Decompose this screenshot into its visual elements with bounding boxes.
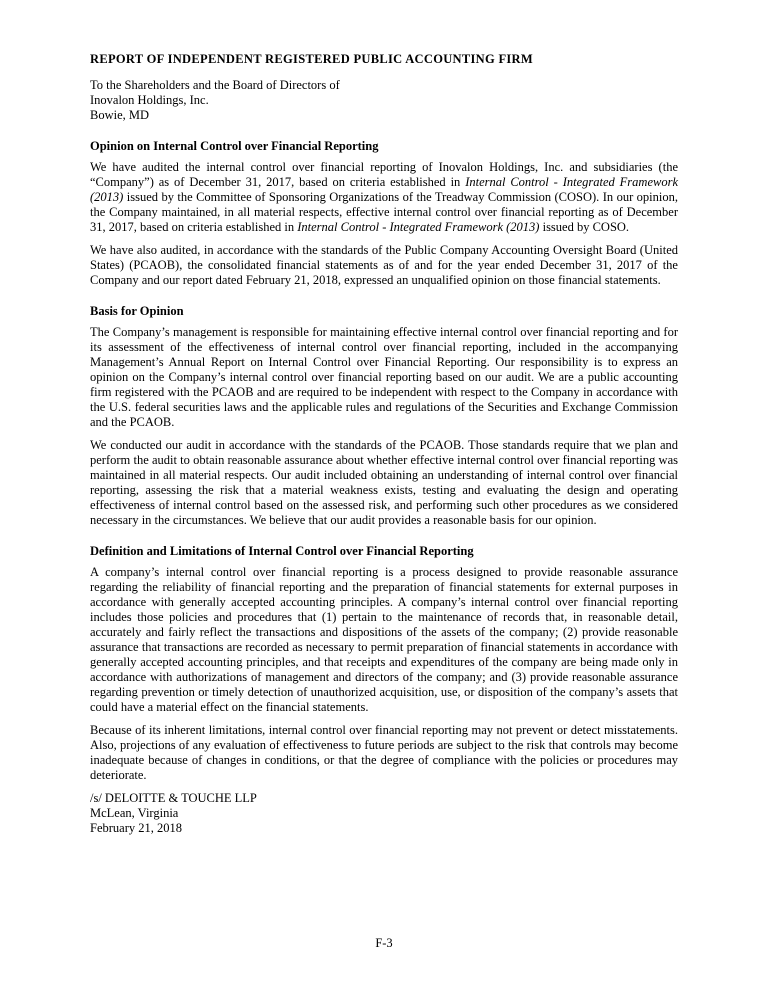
paragraph xyxy=(90,160,678,235)
signature-date-line: February 21, 2018 xyxy=(90,821,182,835)
section-heading-basis-for-opinion: Basis for Opinion xyxy=(90,304,184,318)
addressee-block xyxy=(90,78,678,123)
text-run: issued by COSO. xyxy=(539,220,630,234)
paragraph: Because of its inherent limitations, internal control over financial reporting may not prevent or detect misstatements. Also, projections of any evaluation of effectiveness to future periods are subject to the risk that controls may become inadequate because of changes in conditions, or that the degree of compliance with the policies or procedures may deteriorate. xyxy=(90,723,678,782)
italic-text-run: Internal Control - Integrated Framework (2013) xyxy=(90,175,678,204)
page-footer xyxy=(0,936,768,951)
signature-city-line: McLean, Virginia xyxy=(90,806,179,820)
text-run: We have audited the internal control over financial reporting of Inovalon Holdings, Inc. and subsidiaries (the “Company”) as of December 31, 2017, based on criteria established in xyxy=(90,160,678,189)
section-heading-definition-limitations: Definition and Limitations of Internal Control over Financial Reporting xyxy=(90,544,474,558)
signature-firm-line: /s/ DELOITTE & TOUCHE LLP xyxy=(90,791,257,805)
addressee-line: Inovalon Holdings, Inc. xyxy=(90,93,209,107)
signature-block xyxy=(90,791,678,836)
section-heading-opinion: Opinion on Internal Control over Financial Reporting xyxy=(90,139,379,153)
addressee-line: Bowie, MD xyxy=(90,108,150,122)
text-run: issued by the Committee of Sponsoring Organizations of the Treadway Commission (COSO). In our opinion, the Company maintained, in all material respects, effective internal control over financial reporting as of December 31, 2017, based on criteria established in xyxy=(90,190,678,234)
italic-text-run: Internal Control - Integrated Framework (2013) xyxy=(297,220,540,234)
paragraph: We have also audited, in accordance with the standards of the Public Company Accounting Oversight Board (United States) (PCAOB), the consolidated financial statements as of and for the year ended December 31, 2017 of the Company and our report dated February 21, 2018, expressed an unqualified opinion on those financial statements. xyxy=(90,243,678,287)
addressee-line: To the Shareholders and the Board of Directors of xyxy=(90,78,340,92)
page-number: F-3 xyxy=(375,936,393,950)
paragraph: The Company’s management is responsible for maintaining effective internal control over financial reporting and for its assessment of the effectiveness of internal control over financial reporting, included in the accompanying Management’s Annual Report on Internal Control over Financial Reporting. Our responsibility is to express an opinion on the Company’s internal control over financial reporting based on our audit. We are a public accounting firm registered with the PCAOB and are required to be independent with respect to the Company in accordance with the U.S. federal securities laws and the applicable rules and regulations of the Securities and Exchange Commission and the PCAOB. xyxy=(90,325,678,429)
report-title: REPORT OF INDEPENDENT REGISTERED PUBLIC ACCOUNTING FIRM xyxy=(90,52,533,66)
paragraph: A company’s internal control over financial reporting is a process designed to provide reasonable assurance regarding the reliability of financial reporting and the preparation of financial statements for external purposes in accordance with generally accepted accounting principles. A company’s internal control over financial reporting includes those policies and procedures that (1) pertain to the maintenance of records that, in reasonable detail, accurately and fairly reflect the transactions and dispositions of the assets of the company; (2) provide reasonable assurance that transactions are recorded as necessary to permit preparation of financial statements in accordance with generally accepted accounting principles, and that receipts and expenditures of the company are being made only in accordance with authorizations of management and directors of the company; and (3) provide reasonable assurance regarding prevention or timely detection of unauthorized acquisition, use, or disposition of the company’s assets that could have a material effect on the financial statements. xyxy=(90,565,678,714)
paragraph: We conducted our audit in accordance with the standards of the PCAOB. Those standards require that we plan and perform the audit to obtain reasonable assurance about whether effective internal control over financial reporting was maintained in all material respects. Our audit included obtaining an understanding of internal control over financial reporting, assessing the risk that a material weakness exists, testing and evaluating the design and operating effectiveness of internal control based on the assessed risk, and performing such other procedures as we considered necessary in the circumstances. We believe that our audit provides a reasonable basis for our opinion. xyxy=(90,438,678,527)
